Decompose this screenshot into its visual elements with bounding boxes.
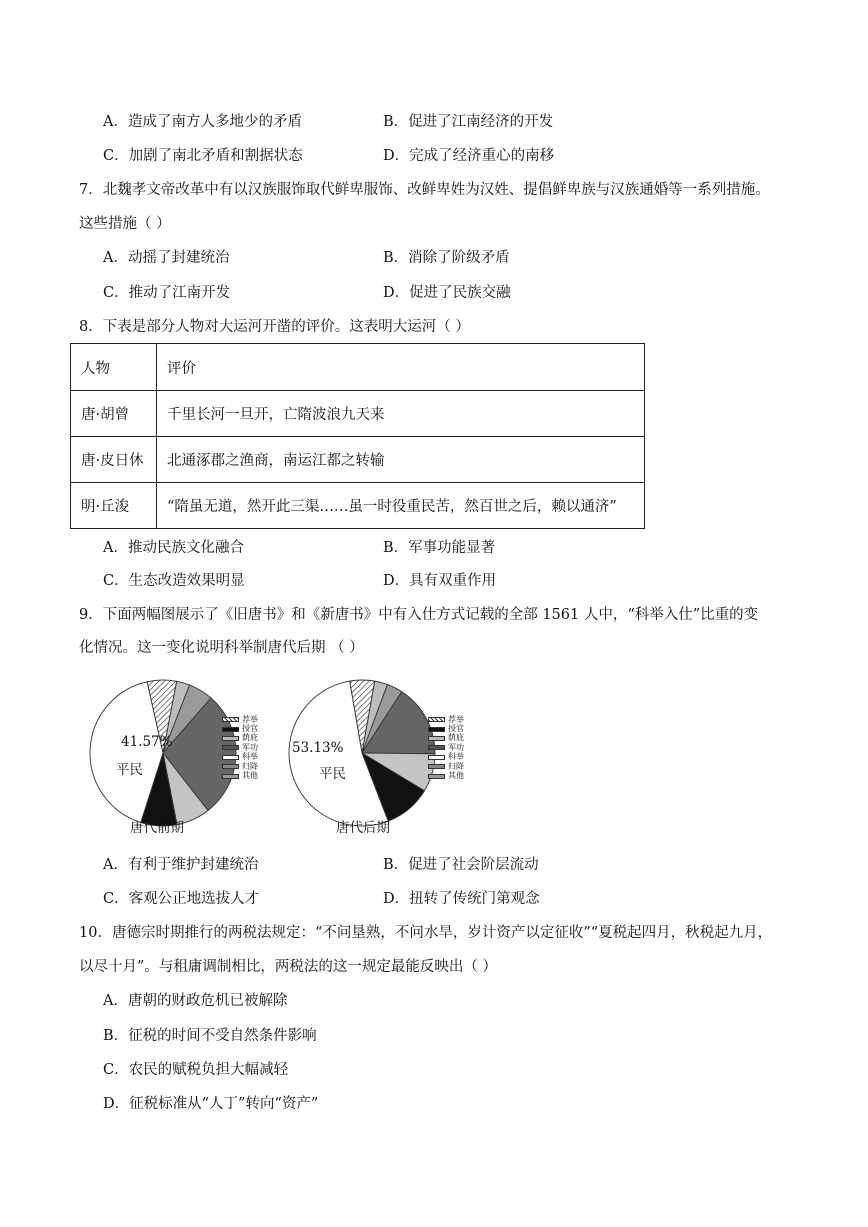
evaluation-table — [70, 343, 645, 529]
legend-label: 其他 — [242, 771, 258, 781]
legend-swatch — [428, 745, 445, 750]
table-cell-person: 唐·皮日休 — [71, 437, 157, 483]
legend-label: 军功 — [448, 742, 464, 752]
q7-option-c: C．推动了江南开发 — [103, 285, 231, 301]
legend-item-surrender — [428, 762, 464, 771]
pie-chart-early-tang — [88, 678, 238, 828]
legend-swatch — [222, 755, 239, 760]
legend-swatch — [222, 727, 239, 732]
q8-option-a: A．推动民族文化融合 — [103, 540, 244, 556]
pie-chart-late-tang — [287, 678, 437, 828]
q7-option-b: B．消除了阶级矛盾 — [383, 250, 510, 266]
table-header-row — [71, 344, 645, 391]
legend-item-exam — [222, 753, 258, 762]
legend-label: 军功 — [242, 742, 258, 752]
q10-option-d: D．征税标准从“人丁”转向“资产” — [103, 1096, 319, 1112]
q6-option-d: D．完成了经济重心的南移 — [383, 148, 555, 164]
table-cell-person: 明·丘浚 — [71, 483, 157, 529]
q7-option-d: D．促进了民族交融 — [383, 285, 511, 301]
legend-swatch — [428, 717, 445, 722]
legend-label: 荫庇 — [242, 733, 258, 743]
q8-option-b: B．军事功能显著 — [383, 540, 496, 556]
legend-early-tang — [222, 715, 258, 781]
q6-option-b: B．促进了江南经济的开发 — [383, 114, 554, 130]
legend-item-recommend — [222, 715, 258, 724]
q10-stem-line2: 以尽十月”。与租庸调制相比，两税法的这一规定最能反映出（ ） — [79, 959, 498, 975]
q7-stem-line2: 这些措施（ ） — [79, 216, 171, 232]
q7-stem-line1: 7．北魏孝文帝改革中有以汉族服饰取代鲜卑服饰、改鲜卑姓为汉姓、提倡鲜卑族与汉族通婚等一系列措施。 — [79, 182, 770, 198]
table-row — [71, 483, 645, 529]
q9-stem-line1: 9．下面两幅图展示了《旧唐书》和《新唐书》中有入仕方式记载的全部 1561 人中，“科举入仕”比重的变 — [79, 607, 759, 623]
table-cell-evaluation: “隋虽无道，然开此三渠……虽一时役重民苦，然百世之后，赖以通济” — [157, 483, 645, 529]
q10-stem-line1: 10．唐德宗时期推行的两税法规定：“不问垦熟，不问水旱，岁计资产以定征收”“夏税起四月，秋税起九月， — [79, 925, 773, 941]
table-header-person: 人物 — [71, 344, 157, 391]
legend-item-recommend — [428, 715, 464, 724]
q9-option-c: C．客观公正地选拔人才 — [103, 891, 260, 907]
legend-swatch — [222, 717, 239, 722]
legend-label: 授官 — [242, 724, 258, 734]
legend-label: 授官 — [448, 724, 464, 734]
legend-swatch — [222, 764, 239, 769]
legend-item-exam — [428, 753, 464, 762]
pie-caption-late-tang: 唐代后期 — [336, 820, 390, 836]
table-cell-person: 唐·胡曾 — [71, 391, 157, 437]
pie-center-label: 平民 — [319, 766, 346, 782]
legend-label: 荐举 — [448, 714, 464, 724]
legend-swatch — [428, 736, 445, 741]
legend-swatch — [222, 774, 239, 779]
table-row — [71, 437, 645, 483]
q10-option-b: B．征税的时间不受自然条件影响 — [103, 1028, 317, 1044]
q9-option-d: D．扭转了传统门第观念 — [383, 891, 540, 907]
q6-option-a: A．造成了南方人多地少的矛盾 — [103, 114, 302, 130]
pie-center-value: 53.13% — [292, 740, 344, 756]
legend-swatch — [222, 736, 239, 741]
legend-label: 归降 — [242, 761, 258, 771]
legend-label: 科举 — [242, 752, 258, 762]
q9-stem-line2: 化情况。这一变化说明科举制唐代后期 （ ） — [79, 640, 364, 656]
legend-item-shadow — [222, 734, 258, 743]
q9-option-a: A．有利于维护封建统治 — [103, 857, 259, 873]
table-cell-evaluation: 千里长河一旦开，亡隋波浪九天来 — [157, 391, 645, 437]
table-row — [71, 391, 645, 437]
legend-late-tang — [428, 715, 464, 781]
table-cell-evaluation: 北通涿郡之渔商，南运江都之转输 — [157, 437, 645, 483]
legend-swatch — [222, 745, 239, 750]
legend-label: 归降 — [448, 761, 464, 771]
q8-option-c: C．生态改造效果明显 — [103, 573, 245, 589]
legend-label: 荐举 — [242, 714, 258, 724]
legend-item-other — [222, 771, 258, 780]
q10-option-a: A．唐朝的财政危机已被解除 — [103, 993, 288, 1009]
legend-swatch — [428, 764, 445, 769]
legend-swatch — [428, 727, 445, 732]
pie-caption-early-tang: 唐代前期 — [130, 820, 184, 836]
legend-label: 科举 — [448, 752, 464, 762]
legend-item-surrender — [222, 762, 258, 771]
q7-option-a: A．动摇了封建统治 — [103, 250, 230, 266]
q10-option-c: C．农民的赋税负担大幅减轻 — [103, 1062, 289, 1078]
legend-label: 荫庇 — [448, 733, 464, 743]
table-header-evaluation: 评价 — [157, 344, 645, 391]
legend-label: 其他 — [448, 771, 464, 781]
q8-option-d: D．具有双重作用 — [383, 573, 497, 589]
pie-center-value: 41.57% — [121, 734, 173, 750]
legend-item-other — [428, 771, 464, 780]
legend-swatch — [428, 755, 445, 760]
q9-option-b: B．促进了社会阶层流动 — [383, 857, 539, 873]
q6-option-c: C．加剧了南北矛盾和割据状态 — [103, 148, 303, 164]
legend-item-shadow — [428, 734, 464, 743]
q8-stem: 8．下表是部分人物对大运河开凿的评价。这表明大运河（ ） — [79, 319, 470, 335]
legend-swatch — [428, 774, 445, 779]
pie-center-label: 平民 — [116, 762, 143, 778]
